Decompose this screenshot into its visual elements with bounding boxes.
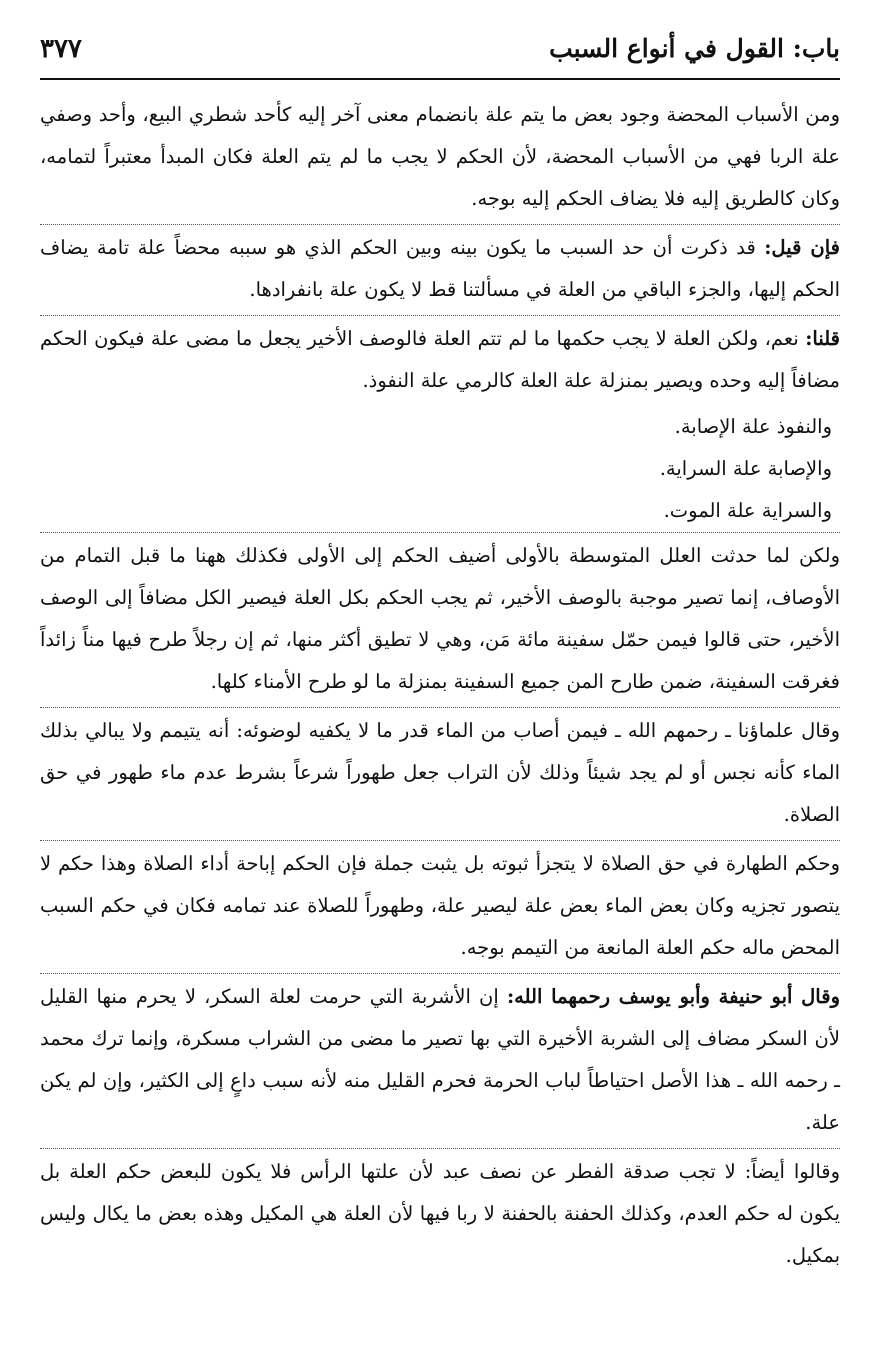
paragraph-text: وقال علماؤنا ـ رحمهم الله ـ فيمن أصاب من الماء قدر ما لا يكفيه لوضوئه: أنه يتيمم ولا يبالي بذلك الماء كأنه نجس أو لم يجد شيئاً وذلك لأن التراب جعل طهوراً شرعاً بشرط عدم ماء طهور في حق الصلاة. [40,719,840,826]
chapter-title: باب: القول في أنواع السبب [549,34,840,63]
paragraph-lead: فإن قيل: [764,236,840,259]
paragraph-lead: وقال أبو حنيفة وأبو يوسف رحمهما الله: [506,985,840,1008]
paragraph-text: قد ذكرت أن حد السبب ما يكون بينه وبين الحكم الذي هو سببه محضاً علة تامة يضاف الحكم إليها، والجزء الباقي من العلة في مسألتنا قط لا يكون علة بانفرادها. [40,236,840,301]
paragraph [40,707,840,836]
paragraph-text: ولكن لما حدثت العلل المتوسطة بالأولى أضيف الحكم إلى الأولى فكذلك ههنا ما قبل التمام من الأوصاف، إنما تصير موجبة بالوصف الأخير، ثم يجب الحكم بكل العلة فيصير الكل مضافاً إلى الوصف الأخير، حتى قالوا فيمن حمّل سفينة مائة مَن، وهي لا تطيق أكثر منها، ثم إن رجلاً طرح فيها مناً زائداً فغرقت السفينة، ضمن طارح المن جميع السفينة بمنزلة ما لو طرح الأمناء كلها. [40,544,840,693]
page-body [40,94,840,1277]
book-page [40,28,840,1281]
paragraph-text: وقالوا أيضاً: لا تجب صدقة الفطر عن نصف عبد لأن علتها الرأس فلا يكون للبعض حكم العلة بل يكون له حكم العدم، وكذلك الحفنة بالحفنة لا ربا فيها لأن العلة هي المكيل وهذه بعض ما يكال وليس بمكيل. [40,1160,840,1267]
paragraph-text: ومن الأسباب المحضة وجود بعض ما يتم علة بانضمام معنى آخر إليه كأحد شطري البيع، وأحد وصفي علة الربا فهي من الأسباب المحضة، لأن الحكم لا يجب ما لم يتم العلة فكان المبدأ معتبراً لتمامه، وكان كالطريق إليه فلا يضاف الحكم إليه بوجه. [40,103,840,210]
paragraph-lead: قلنا: [805,327,840,350]
paragraph-text: نعم، ولكن العلة لا يجب حكمها ما لم تتم العلة فالوصف الأخير يجعل ما مضى علة فيكون الحكم مضافاً إليه وحده ويصير بمنزلة علة العلة كالرمي علة النفوذ. [40,327,840,392]
paragraph [40,840,840,969]
paragraph [40,1148,840,1277]
paragraph [40,94,840,220]
paragraph-text: إن الأشربة التي حرمت لعلة السكر، لا يحرم منها القليل لأن السكر مضاف إلى الشربة الأخيرة التي بها تصير ما مضى من الشراب مسكرة، وإنما ترك محمد ـ رحمه الله ـ هذا الأصل احتياطاً لباب الحرمة فحرم القليل منه لأنه سبب داعٍ إلى الكثير، وإن لم يكن علة. [40,985,840,1134]
paragraph [40,973,840,1144]
paragraph-text: والإصابة علة السراية. [659,457,832,480]
page-header [40,28,840,80]
paragraph [40,448,840,490]
paragraph [40,406,840,448]
paragraph-text: والسراية علة الموت. [663,499,832,522]
page-number: ٣٧٧ [40,34,82,64]
paragraph-text: وحكم الطهارة في حق الصلاة لا يتجزأ ثبوته بل يثبت جملة فإن الحكم إباحة أداء الصلاة وهذا حكم لا يتصور تجزيه وكان بعض الماء بعض علة ليصير علة، وطهوراً للصلاة عند تمامه فكان في حكم السبب المحض ماله حكم العلة المانعة من التيمم بوجه. [40,852,840,959]
paragraph [40,224,840,311]
paragraph [40,315,840,402]
paragraph-text: والنفوذ علة الإصابة. [674,415,832,438]
paragraph [40,532,840,703]
paragraph [40,490,840,532]
